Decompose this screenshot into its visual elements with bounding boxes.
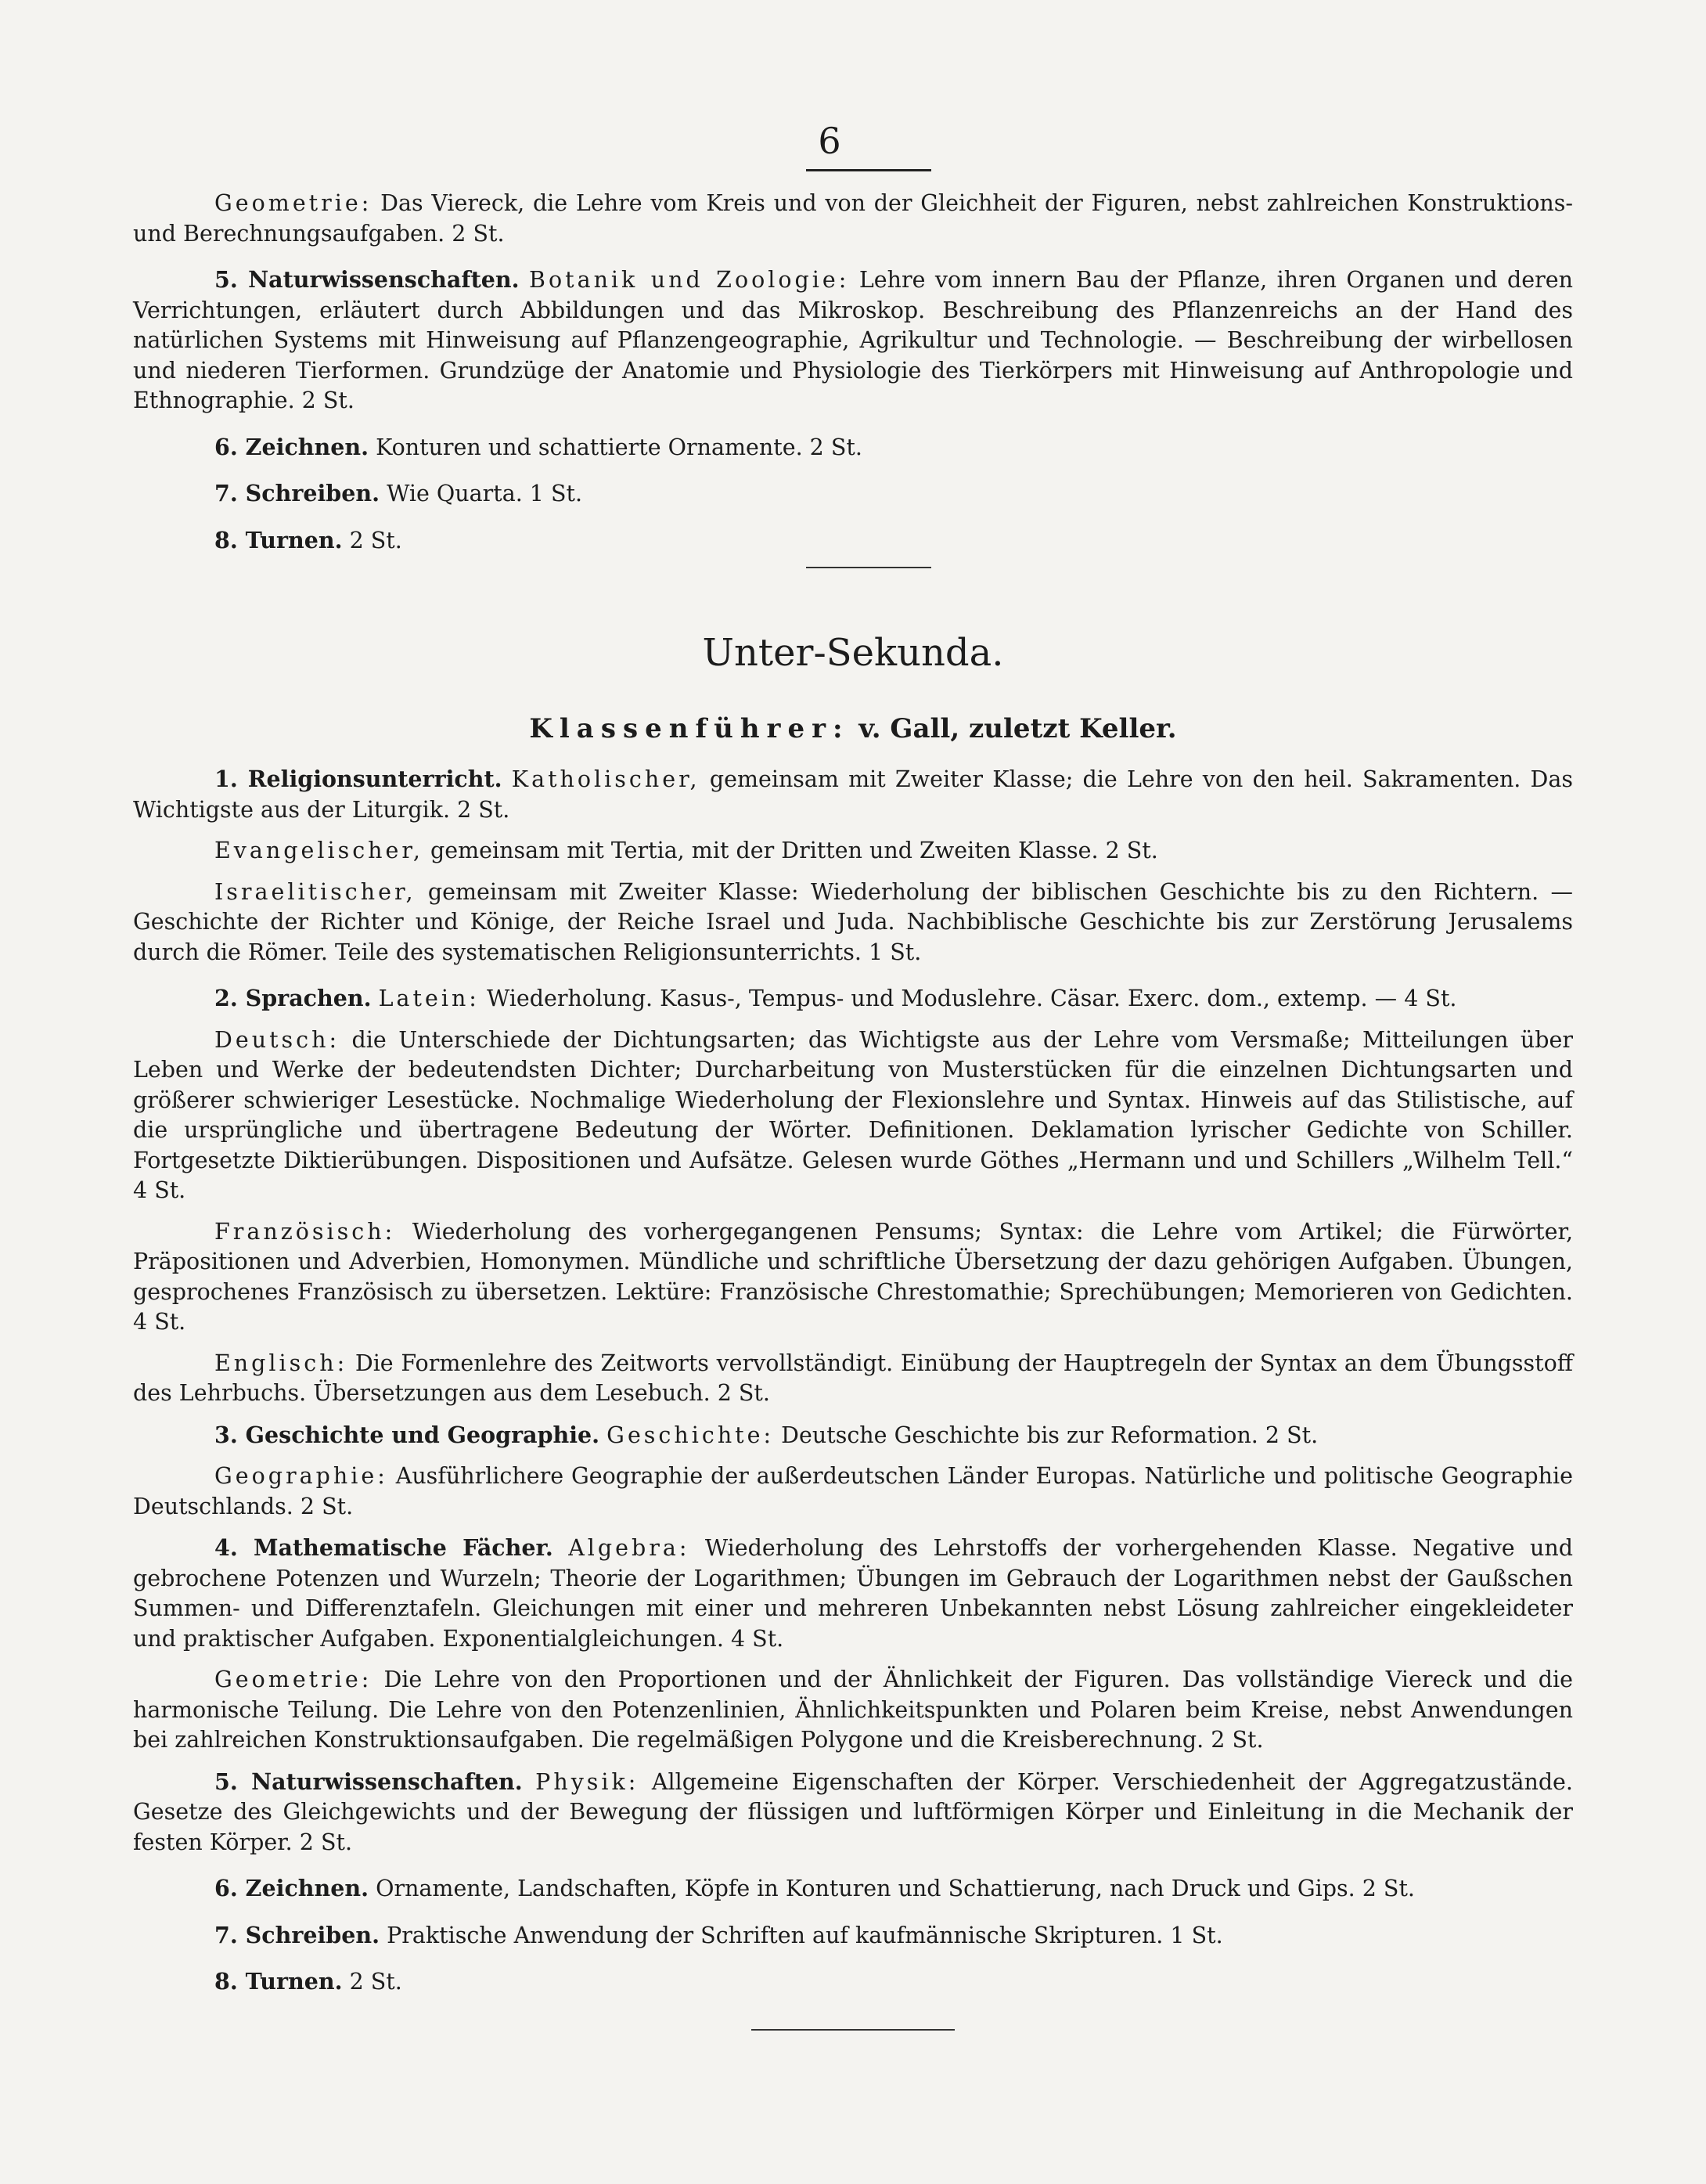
geometrie-sekunda-paragraph: [133, 1665, 1573, 1756]
zeichnen-sekunda-heading: 6. Zeichnen.: [214, 1875, 369, 1901]
geometrie-sekunda-label: Geometrie:: [214, 1667, 373, 1692]
israelitisch-label: Israelitischer,: [214, 878, 416, 905]
geographie-paragraph: [133, 1461, 1573, 1522]
zeichnen-paragraph: [133, 432, 1573, 463]
turnen-sekunda-text: 2 St.: [349, 1969, 402, 1995]
bottom-rule: [751, 2029, 955, 2031]
deutsch-label: Deutsch:: [214, 1026, 340, 1053]
evangelisch-text: gemeinsam mit Tertia, mit der Dritten und Zweiten Klasse. 2 St.: [430, 838, 1158, 863]
algebra-paragraph: [133, 1533, 1573, 1654]
deutsch-text: die Unterschiede der Dichtungsarten; das Wichtigste aus der Lehre vom Versmaße; Mitteilungen über Leben und Werke der bedeutendsten Dichter; Durcharbeitung von Musterstücken für die einzelnen Dichtungsarten und größerer schwieriger Lesestücke. Nochmalige Wiederholung der Flexionslehre und Syntax. Hinweis auf das Stilistische, auf die ursprüngliche und übertragene Bedeutung der Wörter. Definitionen. Deklamation lyrischer Gedichte von Schiller. Fortgesetzte Diktierübungen. Dispositionen und Aufsätze. Gelesen wurde Göthes „Hermann und und Schillers „Wilhelm Tell.“ 4 St.: [133, 1026, 1573, 1203]
zeichnen-heading: 6. Zeichnen.: [214, 433, 369, 460]
katholisch-text: gemeinsam mit Zweiter Klasse; die Lehre von den heil. Sakramenten. Das Wichtigste aus der Liturgik. 2 St.: [133, 766, 1574, 823]
class-leader-name: v. Gall, zuletzt Keller.: [858, 713, 1177, 744]
englisch-label: Englisch:: [214, 1350, 348, 1376]
zeichnen-sekunda-text: Ornamente, Landschaften, Köpfe in Konturen und Schattierung, nach Druck und Gips. 2 St.: [376, 1876, 1415, 1901]
zeichnen-text: Konturen und schattierte Ornamente. 2 St.: [376, 434, 862, 460]
geographie-label: Geographie:: [214, 1463, 388, 1489]
section-title: Unter-Sekunda.: [702, 631, 1004, 675]
religion-heading: 1. Religionsunterricht.: [214, 766, 502, 792]
turnen-sekunda-heading: 8. Turnen.: [214, 1968, 343, 1995]
franzoesisch-paragraph: [133, 1217, 1573, 1338]
botanik-label: Botanik und Zoologie:: [529, 267, 850, 293]
geschichte-label: Geschichte:: [606, 1422, 775, 1448]
englisch-paragraph: [133, 1349, 1573, 1409]
englisch-text: Die Formenlehre des Zeitworts vervollständigt. Einübung der Hauptregeln der Syntax an dem Übungsstoff des Lehrbuchs. Übersetzungen aus dem Lesebuch. 2 St.: [133, 1350, 1573, 1406]
naturwissenschaften-sekunda-heading: 5. Naturwissenschaften.: [214, 1768, 523, 1795]
religion-israelitisch-paragraph: [133, 878, 1573, 968]
geographie-text: Ausführlichere Geographie der außerdeutschen Länder Europas. Natürliche und politische Geographie Deutschlands. 2 St.: [133, 1463, 1573, 1519]
section-divider: [806, 567, 931, 568]
israelitisch-text: gemeinsam mit Zweiter Klasse: Wiederholung der biblischen Geschichte bis zu den Richtern. — Geschichte der Richter und Könige, der Reiche Israel und Juda. Nachbiblische Geschichte bis zur Zerstörung Jerusalems durch die Römer. Teile des systematischen Religionsunterrichts. 1 St.: [133, 878, 1573, 965]
latein-text: Wiederholung. Kasus-, Tempus- und Moduslehre. Cäsar. Exerc. dom., extemp. — 4 St.: [486, 986, 1457, 1011]
page-number: 6: [818, 120, 841, 162]
franzoesisch-label: Französisch:: [214, 1218, 396, 1245]
katholisch-label: Katholischer,: [511, 766, 700, 792]
turnen-text: 2 St.: [349, 527, 402, 553]
turnen-paragraph: [133, 525, 1573, 557]
deutsch-paragraph: [133, 1025, 1573, 1206]
geometrie-text: Das Viereck, die Lehre vom Kreis und von der Gleichheit der Figuren, nebst zahlreichen Konstruktions- und Berechnungsaufgaben. 2 St.: [133, 190, 1574, 247]
botanik-text: Lehre vom innern Bau der Pflanze, ihren Organen und deren Verrichtungen, erläutert durch Abbildungen und das Mikroskop. Beschreibung des Pflanzenreichs an der Hand des natürlichen Systems mit Hinweisung auf Pflanzengeographie, Agrikultur und Technologie. — Beschreibung der wirbellosen und niederen Tierformen. Grundzüge der Anatomie und Physiologie des Tierkörpers mit Hinweisung auf Anthropologie und Ethnographie. 2 St.: [133, 267, 1573, 413]
schreiben-sekunda-paragraph: [133, 1920, 1573, 1952]
sprachen-latein-paragraph: [133, 983, 1573, 1015]
naturwissenschaften-heading: 5. Naturwissenschaften.: [214, 266, 520, 293]
geschichte-text: Deutsche Geschichte bis zur Reformation. 2 St.: [781, 1422, 1319, 1448]
top-rule: [806, 169, 931, 171]
schreiben-heading: 7. Schreiben.: [214, 480, 380, 506]
physik-paragraph: [133, 1767, 1573, 1858]
schreiben-sekunda-heading: 7. Schreiben.: [214, 1921, 380, 1948]
schreiben-paragraph: [133, 478, 1573, 510]
class-leader-label: Klassenführer:: [529, 713, 850, 744]
geschichte-heading: 3. Geschichte und Geographie.: [214, 1421, 600, 1448]
franzoesisch-text: Wiederholung des vorhergegangenen Pensums; Syntax: die Lehre vom Artikel; die Fürwörter, Präpositionen und Adverbien, Homonymen. Mündliche und schriftliche Übersetzung der dazu gehörigen Aufgaben. Übungen, gesprochenes Französisch zu übersetzen. Lektüre: Französische Chrestomathie; Sprechübungen; Memorieren von Gedichten. 4 St.: [133, 1218, 1573, 1335]
geometrie-sekunda-text: Die Lehre von den Proportionen und der Ähnlichkeit der Figuren. Das vollständige Viereck und die harmonische Teilung. Die Lehre von den Potenzenlinien, Ähnlichkeitspunkten und Polaren beim Kreise, nebst Anwendungen bei zahlreichen Konstruktionsaufgaben. Die regelmäßigen Polygone und die Kreisberechnung. 2 St.: [133, 1667, 1573, 1753]
religion-evangelisch-paragraph: [133, 836, 1573, 867]
geometrie-label: Geometrie:: [214, 190, 373, 216]
religion-katholisch-paragraph: [133, 764, 1573, 825]
naturwissenschaften-paragraph: [133, 265, 1573, 416]
mathematik-heading: 4. Mathematische Fächer.: [214, 1534, 553, 1561]
geschichte-paragraph: [133, 1420, 1573, 1451]
document-page: [133, 117, 1573, 2031]
geometrie-paragraph: [133, 189, 1573, 249]
physik-text: Allgemeine Eigenschaften der Körper. Verschiedenheit der Aggregatzustände. Gesetze des Gleichgewichts und der Bewegung der flüssigen und luftförmigen Körper und Einleitung in die Mechanik der festen Körper. 2 St.: [133, 1768, 1573, 1855]
turnen-sekunda-paragraph: [133, 1966, 1573, 1998]
algebra-label: Algebra:: [568, 1535, 690, 1561]
algebra-text: Wiederholung des Lehrstoffs der vorhergehenden Klasse. Negative und gebrochene Potenzen und Wurzeln; Theorie der Logarithmen; Übungen im Gebrauch der Logarithmen nebst der Gaußschen Summen- und Differenztafeln. Gleichungen mit einer und mehreren Unbekannten nebst Lösung zahlreicher eingekleideter und praktischer Aufgaben. Exponentialgleichungen. 4 St.: [133, 1535, 1574, 1652]
zeichnen-sekunda-paragraph: [133, 1873, 1573, 1905]
physik-label: Physik:: [535, 1768, 639, 1795]
evangelisch-label: Evangelischer,: [214, 838, 423, 863]
turnen-heading: 8. Turnen.: [214, 526, 343, 553]
schreiben-text: Wie Quarta. 1 St.: [387, 481, 583, 506]
latein-label: Latein:: [378, 986, 480, 1011]
sprachen-heading: 2. Sprachen.: [214, 985, 372, 1011]
schreiben-sekunda-text: Praktische Anwendung der Schriften auf kaufmännische Skripturen. 1 St.: [387, 1922, 1223, 1948]
class-leader: [133, 711, 1573, 747]
